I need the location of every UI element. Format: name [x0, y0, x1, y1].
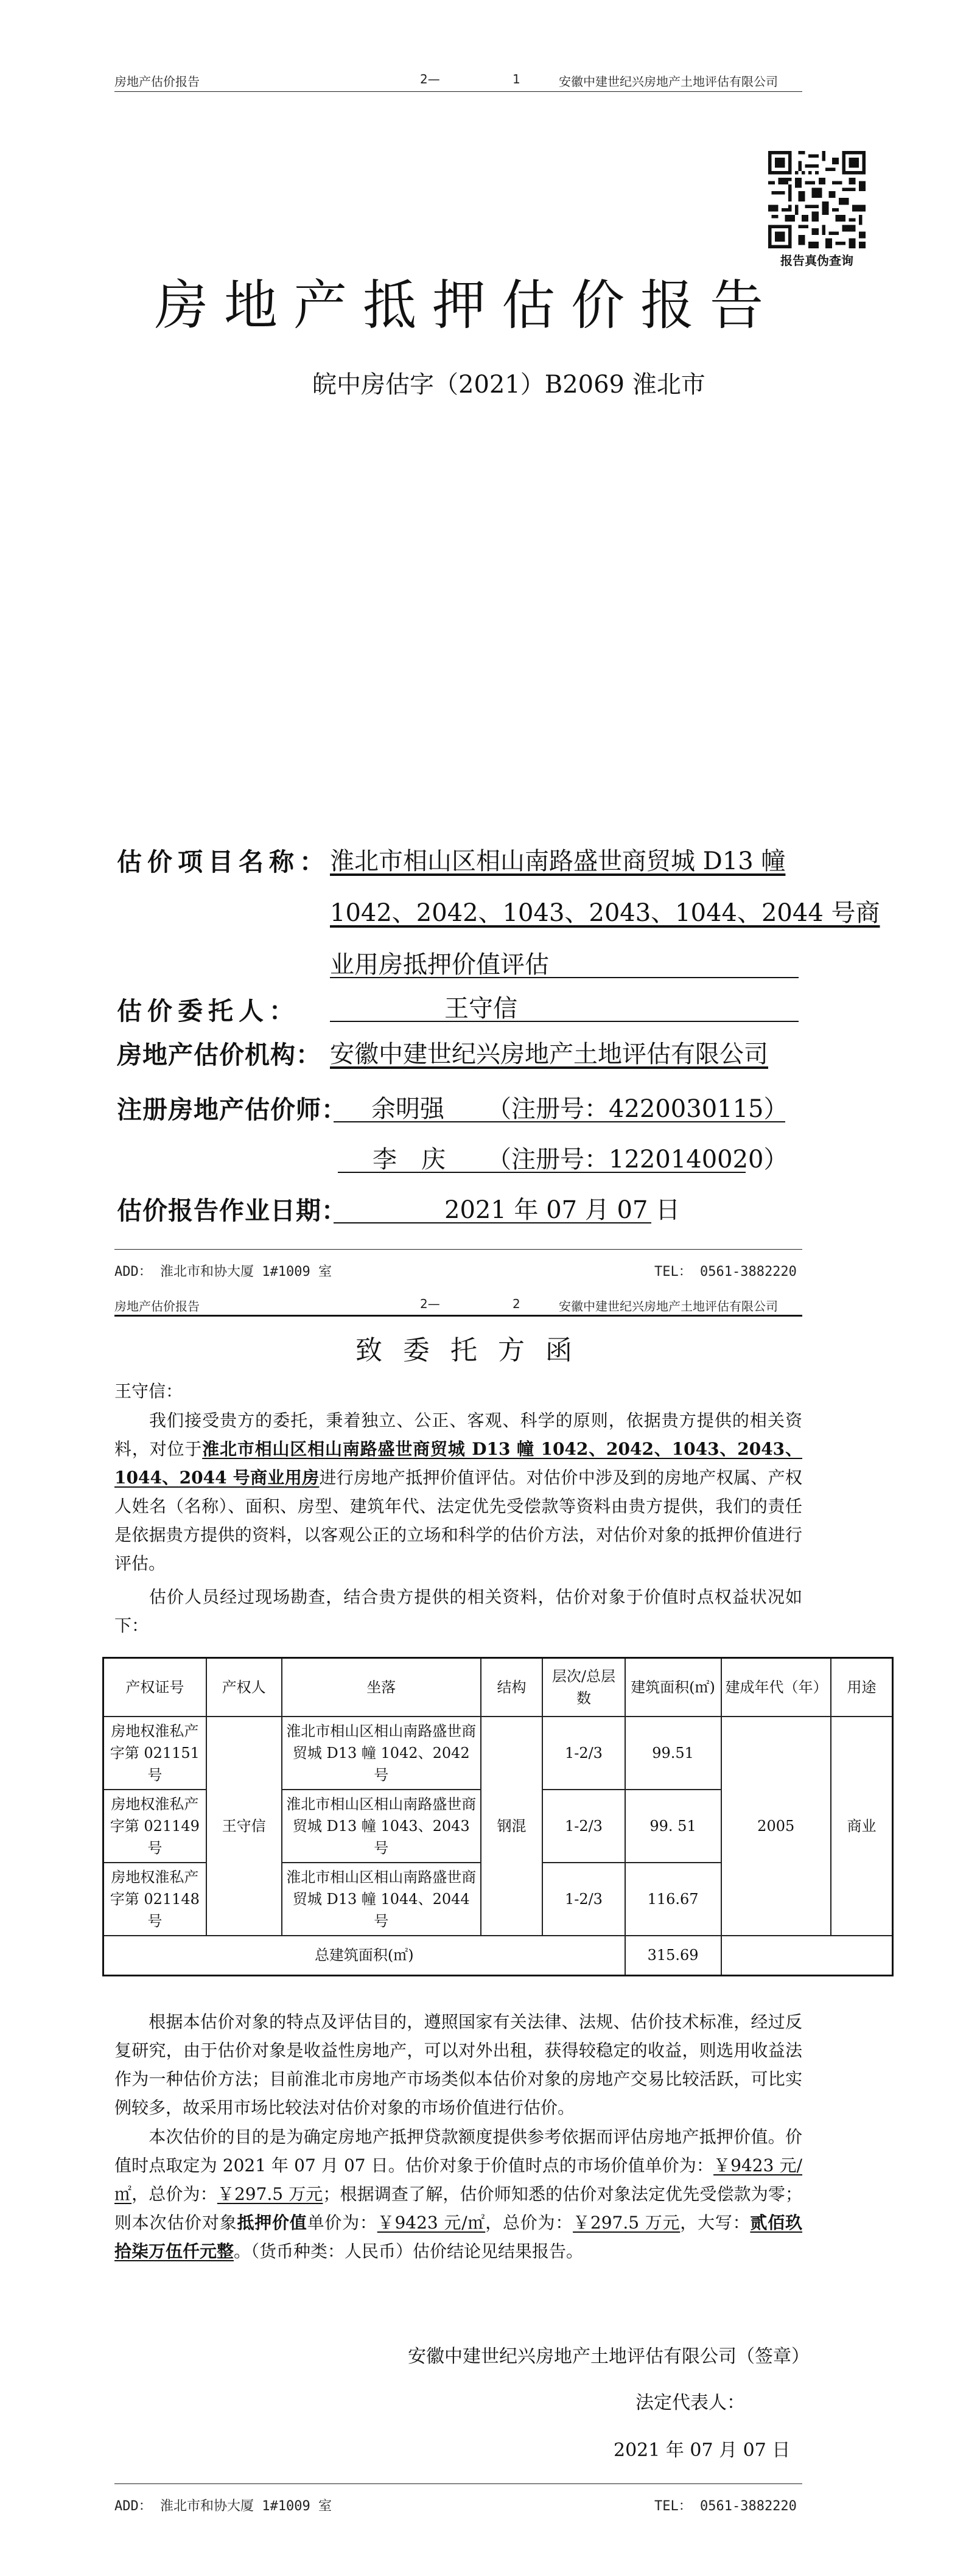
underline: [330, 1021, 799, 1022]
para1-text-c: 进行房地产抵押价值评估。对估价中涉及到的房地产权属、产权人姓名（名称）、面积、房型、建筑年代、法定优先受偿款等资料由贵方提供，我们的责任是依据贵方提供的资料，以客观公正的立场和科学的估价方法，对估价对象的抵押价值进行评估。: [114, 1468, 802, 1573]
cert-number: 房地权淮私产字第 021148 号: [103, 1863, 206, 1936]
paragraph-2: [114, 1583, 802, 1640]
table-row: [103, 1717, 893, 1790]
table-header: 产权人: [206, 1658, 282, 1717]
table-header: 层次/总层数: [542, 1658, 625, 1717]
structure-cell: 钢混: [481, 1717, 543, 1936]
area-cell: 99. 51: [625, 1790, 721, 1863]
para4-text-g: 。（货币种类：人民币）估价结论见结果报告。: [234, 2241, 584, 2261]
page-header-right: 安徽中建世纪兴房地产土地评估有限公司: [559, 74, 778, 89]
para4-text-c: ；根据调查了解，估价师知悉的估价对象法定优先受偿款为零；则本次估价对象: [114, 2184, 802, 2233]
project-name-label: 估价项目名称：: [117, 847, 330, 877]
footer-address: ADD： 淮北市和协大厦 1#1009 室: [114, 2499, 332, 2514]
floor-cell: 1-2/3: [542, 1863, 625, 1936]
page-header-left: 房地产估价报告: [114, 74, 200, 89]
signoff-representative: 法定代表人：: [635, 2392, 745, 2413]
mortgage-unit-price: ￥9423 元/㎡: [377, 2213, 486, 2233]
appraiser2-reg: （注册号：1220140020）: [487, 1146, 788, 1174]
table-header: 坐落: [282, 1658, 481, 1717]
underline: [334, 1222, 651, 1223]
unit-price: ￥9423 元/㎡: [114, 2155, 803, 2204]
table-header: 建成年代（年）: [721, 1658, 831, 1717]
project-name-line3: 业用房抵押价值评估: [330, 951, 549, 979]
table-header: 用途: [831, 1658, 893, 1717]
location-cell: 淮北市相山区相山南路盛世商贸城 D13 幢 1043、2043 号: [282, 1790, 481, 1863]
page-number: 2: [513, 1297, 520, 1311]
footer-rule: [114, 1249, 802, 1250]
table-header: 建筑面积(㎡): [625, 1658, 721, 1717]
paragraph-1: [114, 1406, 802, 1578]
paragraph-4: [114, 2123, 802, 2266]
total-price-uppercase: 贰佰玖拾柒万伍仟元整: [114, 2213, 802, 2261]
report-title: 房地产抵押估价报告: [155, 274, 780, 337]
page-header-center: 2—: [420, 72, 440, 86]
project-name-line2: 1042、2042、1043、2043、1044、2044 号商: [330, 899, 880, 927]
header-rule: [114, 1315, 802, 1317]
date-value: 2021 年 07 月 07 日: [444, 1196, 681, 1224]
qr-caption: 报告真伪查询: [780, 253, 853, 268]
floor-cell: 1-2/3: [542, 1717, 625, 1790]
property-address: 淮北市相山区相山南路盛世商贸城 D13 幢 1042、2042、1043、2043、1044、2044 号商业用房: [114, 1439, 802, 1488]
para2-text: 估价人员经过现场勘查，结合贵方提供的相关资料，估价对象于价值时点权益状况如下：: [114, 1587, 802, 1636]
para4-text-f: ，大写：: [680, 2213, 751, 2233]
property-table: [102, 1657, 894, 1976]
cert-number: 房地权淮私产字第 021151 号: [103, 1717, 206, 1790]
total-label: 总建筑面积(㎡): [103, 1936, 625, 1976]
location-cell: 淮北市相山区相山南路盛世商贸城 D13 幢 1044、2044 号: [282, 1863, 481, 1936]
table-header: 产权证号: [103, 1658, 206, 1717]
underline: [338, 1172, 746, 1173]
agency-value: 安徽中建世纪兴房地产土地评估有限公司: [330, 1040, 768, 1068]
page-header-right: 安徽中建世纪兴房地产土地评估有限公司: [559, 1299, 778, 1314]
para4-text-e: ，总价为：: [485, 2213, 573, 2233]
owner-cell: 王守信: [206, 1717, 282, 1936]
appraiser1-name: 余明强: [371, 1095, 444, 1123]
use-cell: 商业: [831, 1717, 893, 1936]
letter-title: 致委托方函: [355, 1335, 593, 1366]
footer-rule: [114, 2483, 802, 2484]
para1-text-a: 我们接受贵方的委托，秉着独立、公正、客观、科学的原则，依据贵方提供的相关资料，对位于: [114, 1410, 802, 1459]
total-price: ￥297.5 万元: [217, 2184, 323, 2204]
page-number: 1: [513, 72, 520, 86]
footer-address: ADD： 淮北市和协大厦 1#1009 室: [114, 1264, 332, 1279]
mortgage-total-price: ￥297.5 万元: [573, 2213, 681, 2233]
table-total-row: [103, 1936, 893, 1976]
para4-text-b: ，总价为：: [131, 2184, 217, 2204]
floor-cell: 1-2/3: [542, 1790, 625, 1863]
report-number: 皖中房估字（2021）B2069 淮北市: [312, 371, 705, 399]
mortgage-value-label: 抵押价值: [237, 2213, 307, 2233]
client-value: 王守信: [444, 995, 517, 1023]
underline: [330, 977, 799, 978]
signoff-company: 安徽中建世纪兴房地产土地评估有限公司（签章）: [408, 2346, 810, 2367]
date-label: 估价报告作业日期：: [117, 1196, 347, 1225]
para4-text-a: 本次估价的目的是为确定房地产抵押贷款额度提供参考依据而评估房地产抵押价值。价值时点取定为 2021 年 07 月 07 日。估价对象于价值时点的市场价值单价为：: [114, 2127, 802, 2175]
area-cell: 99.51: [625, 1717, 721, 1790]
client-label: 估价委托人：: [117, 996, 299, 1026]
underline: [334, 1121, 785, 1122]
header-rule: [114, 91, 802, 92]
year-cell: 2005: [721, 1717, 831, 1936]
total-area: 315.69: [625, 1936, 721, 1976]
salutation: 王守信：: [114, 1381, 183, 1401]
para3-text: 根据本估价对象的特点及评估目的，遵照国家有关法律、法规、估价技术标准，经过反复研究，由于估价对象是收益性房地产，可以对外出租，获得较稳定的收益，则选用收益法作为一种估价方法；目前淮北市房地产市场类似本估价对象的房地产交易比较活跃，可比实例较多，故采用市场比较法对估价对象的市场价值进行估价。: [114, 2012, 802, 2118]
footer-tel: TEL： 0561-3882220: [654, 1264, 797, 1279]
page-header-left: 房地产估价报告: [114, 1299, 200, 1314]
project-name-line1: 淮北市相山区相山南路盛世商贸城 D13 幢: [330, 847, 786, 875]
signoff-date: 2021 年 07 月 07 日: [614, 2440, 791, 2461]
empty-cell: [721, 1936, 893, 1976]
appraiser2-name: 李 庆: [373, 1146, 446, 1174]
agency-label: 房地产估价机构：: [117, 1040, 321, 1069]
paragraph-3: [114, 2007, 802, 2122]
table-header-row: [103, 1658, 893, 1717]
appraiser-label: 注册房地产估价师：: [117, 1095, 347, 1124]
table-header: 结构: [481, 1658, 543, 1717]
location-cell: 淮北市相山区相山南路盛世商贸城 D13 幢 1042、2042 号: [282, 1717, 481, 1790]
appraiser1-reg: （注册号：4220030115）: [487, 1095, 788, 1123]
area-cell: 116.67: [625, 1863, 721, 1936]
page-header-center: 2—: [420, 1297, 440, 1311]
para4-text-d: 单价为：: [307, 2213, 377, 2233]
cert-number: 房地权淮私产字第 021149 号: [103, 1790, 206, 1863]
qr-code-icon[interactable]: [768, 151, 866, 248]
footer-tel: TEL： 0561-3882220: [654, 2499, 797, 2514]
